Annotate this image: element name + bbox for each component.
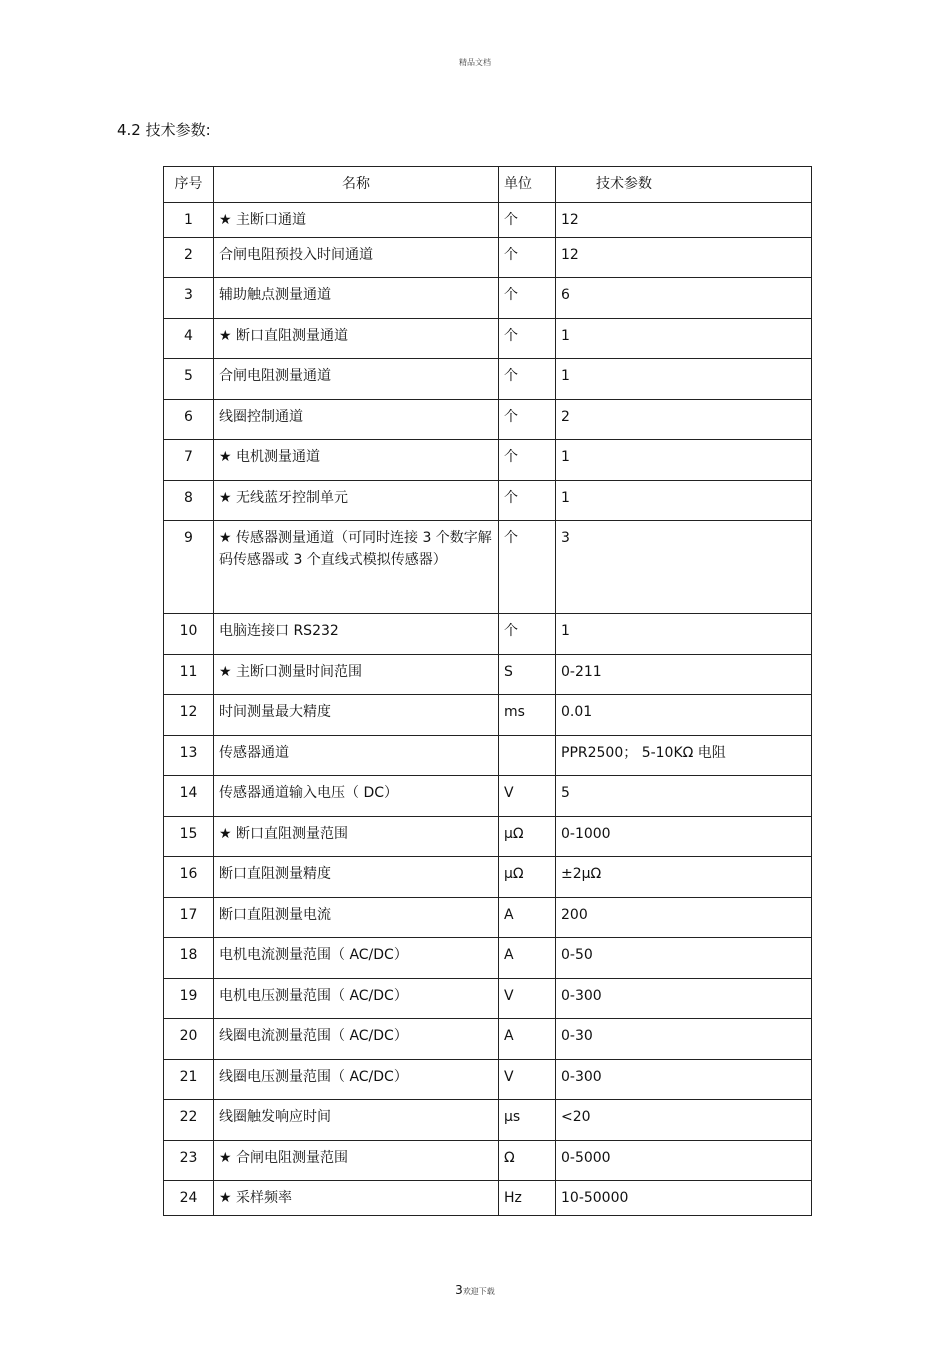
header-unit: 单位	[499, 167, 556, 203]
row-number: 22	[164, 1100, 214, 1141]
row-unit: μs	[499, 1100, 556, 1141]
header-mark: 精品文档	[459, 58, 491, 67]
row-unit: 个	[499, 440, 556, 481]
table-body	[164, 203, 812, 1216]
row-name: ★ 合闸电阻测量范围	[214, 1141, 499, 1181]
row-name: ★ 主断口测量时间范围	[214, 655, 499, 695]
row-name: ★ 电机测量通道	[214, 440, 499, 481]
row-unit: 个	[499, 521, 556, 614]
row-number: 13	[164, 736, 214, 776]
page-number: 3	[455, 1283, 463, 1297]
row-name: ★ 主断口通道	[214, 203, 499, 238]
row-number: 18	[164, 938, 214, 979]
row-value: 0-5000	[556, 1141, 812, 1181]
row-value: 0-300	[556, 979, 812, 1019]
row-number: 2	[164, 238, 214, 278]
table-row	[164, 776, 812, 817]
table-row	[164, 400, 812, 440]
row-unit: V	[499, 1060, 556, 1100]
row-unit: 个	[499, 359, 556, 400]
row-number: 16	[164, 857, 214, 898]
row-value: 6	[556, 278, 812, 319]
table-row	[164, 481, 812, 521]
table-row	[164, 938, 812, 979]
row-unit: 个	[499, 614, 556, 655]
row-name: 线圈触发响应时间	[214, 1100, 499, 1141]
row-number: 8	[164, 481, 214, 521]
table-row	[164, 278, 812, 319]
row-unit	[499, 736, 556, 776]
table-row	[164, 1019, 812, 1060]
header-name: 名称	[214, 167, 499, 203]
row-name: 线圈电压测量范围（ AC/DC）	[214, 1060, 499, 1100]
table-row	[164, 238, 812, 278]
row-unit: V	[499, 979, 556, 1019]
table-row	[164, 359, 812, 400]
table-row	[164, 857, 812, 898]
row-number: 10	[164, 614, 214, 655]
row-number: 6	[164, 400, 214, 440]
row-unit: 个	[499, 278, 556, 319]
row-value: 1	[556, 359, 812, 400]
row-number: 24	[164, 1181, 214, 1216]
table-row	[164, 1100, 812, 1141]
row-unit: μΩ	[499, 857, 556, 898]
table-row	[164, 614, 812, 655]
table-row	[164, 319, 812, 359]
table-row	[164, 979, 812, 1019]
row-number: 23	[164, 1141, 214, 1181]
table-row	[164, 1141, 812, 1181]
row-name: 断口直阻测量电流	[214, 898, 499, 938]
row-unit: A	[499, 1019, 556, 1060]
row-unit: 个	[499, 481, 556, 521]
row-unit: Hz	[499, 1181, 556, 1216]
row-unit: μΩ	[499, 817, 556, 857]
row-unit: Ω	[499, 1141, 556, 1181]
row-name: ★ 采样频率	[214, 1181, 499, 1216]
page-footer	[0, 1283, 950, 1297]
header-value: 技术参数	[556, 167, 812, 203]
row-number: 21	[164, 1060, 214, 1100]
row-name: 传感器通道	[214, 736, 499, 776]
row-value: 0.01	[556, 695, 812, 736]
row-number: 17	[164, 898, 214, 938]
row-value: 0-211	[556, 655, 812, 695]
row-number: 3	[164, 278, 214, 319]
row-unit: 个	[499, 203, 556, 238]
row-value: 12	[556, 238, 812, 278]
row-number: 9	[164, 521, 214, 614]
row-number: 19	[164, 979, 214, 1019]
row-value: 0-30	[556, 1019, 812, 1060]
row-value: <20	[556, 1100, 812, 1141]
table-row	[164, 695, 812, 736]
row-value: 3	[556, 521, 812, 614]
table-row	[164, 736, 812, 776]
row-number: 1	[164, 203, 214, 238]
row-name: 传感器通道输入电压（ DC）	[214, 776, 499, 817]
row-value: 1	[556, 614, 812, 655]
row-unit: ms	[499, 695, 556, 736]
row-name: ★ 传感器测量通道（可同时连接 3 个数字解码传感器或 3 个直线式模拟传感器）	[214, 521, 499, 614]
table-row	[164, 1060, 812, 1100]
row-unit: 个	[499, 238, 556, 278]
row-value: 0-50	[556, 938, 812, 979]
table-row	[164, 521, 812, 614]
section-title: 4.2 技术参数:	[117, 121, 211, 139]
row-unit: A	[499, 898, 556, 938]
row-value: ±2μΩ	[556, 857, 812, 898]
row-number: 11	[164, 655, 214, 695]
row-number: 5	[164, 359, 214, 400]
row-value: 200	[556, 898, 812, 938]
row-number: 15	[164, 817, 214, 857]
row-value: 1	[556, 440, 812, 481]
row-name: 电脑连接口 RS232	[214, 614, 499, 655]
row-name: 合闸电阻测量通道	[214, 359, 499, 400]
row-value: 12	[556, 203, 812, 238]
row-name: 辅助触点测量通道	[214, 278, 499, 319]
row-name: 断口直阻测量精度	[214, 857, 499, 898]
row-value: 5	[556, 776, 812, 817]
row-number: 14	[164, 776, 214, 817]
row-value: PPR2500； 5-10KΩ 电阻	[556, 736, 812, 776]
row-value: 2	[556, 400, 812, 440]
row-value: 1	[556, 481, 812, 521]
row-name: 电机电压测量范围（ AC/DC）	[214, 979, 499, 1019]
row-value: 0-300	[556, 1060, 812, 1100]
table-row	[164, 655, 812, 695]
row-name: ★ 无线蓝牙控制单元	[214, 481, 499, 521]
row-number: 20	[164, 1019, 214, 1060]
row-value: 0-1000	[556, 817, 812, 857]
footer-text: 欢迎下载	[462, 1287, 495, 1296]
row-name: 线圈电流测量范围（ AC/DC）	[214, 1019, 499, 1060]
table-row	[164, 817, 812, 857]
table-row	[164, 440, 812, 481]
row-name: 合闸电阻预投入时间通道	[214, 238, 499, 278]
row-name: 时间测量最大精度	[214, 695, 499, 736]
row-name: 线圈控制通道	[214, 400, 499, 440]
row-number: 4	[164, 319, 214, 359]
row-unit: S	[499, 655, 556, 695]
row-name: 电机电流测量范围（ AC/DC）	[214, 938, 499, 979]
table-row	[164, 1181, 812, 1216]
row-value: 1	[556, 319, 812, 359]
row-unit: 个	[499, 319, 556, 359]
row-value: 10-50000	[556, 1181, 812, 1216]
row-number: 12	[164, 695, 214, 736]
parameters-table	[163, 166, 812, 1216]
row-unit: V	[499, 776, 556, 817]
header-no: 序号	[164, 167, 214, 203]
table-row	[164, 203, 812, 238]
row-name: ★ 断口直阻测量范围	[214, 817, 499, 857]
row-number: 7	[164, 440, 214, 481]
row-unit: A	[499, 938, 556, 979]
row-name: ★ 断口直阻测量通道	[214, 319, 499, 359]
table-row	[164, 898, 812, 938]
row-unit: 个	[499, 400, 556, 440]
